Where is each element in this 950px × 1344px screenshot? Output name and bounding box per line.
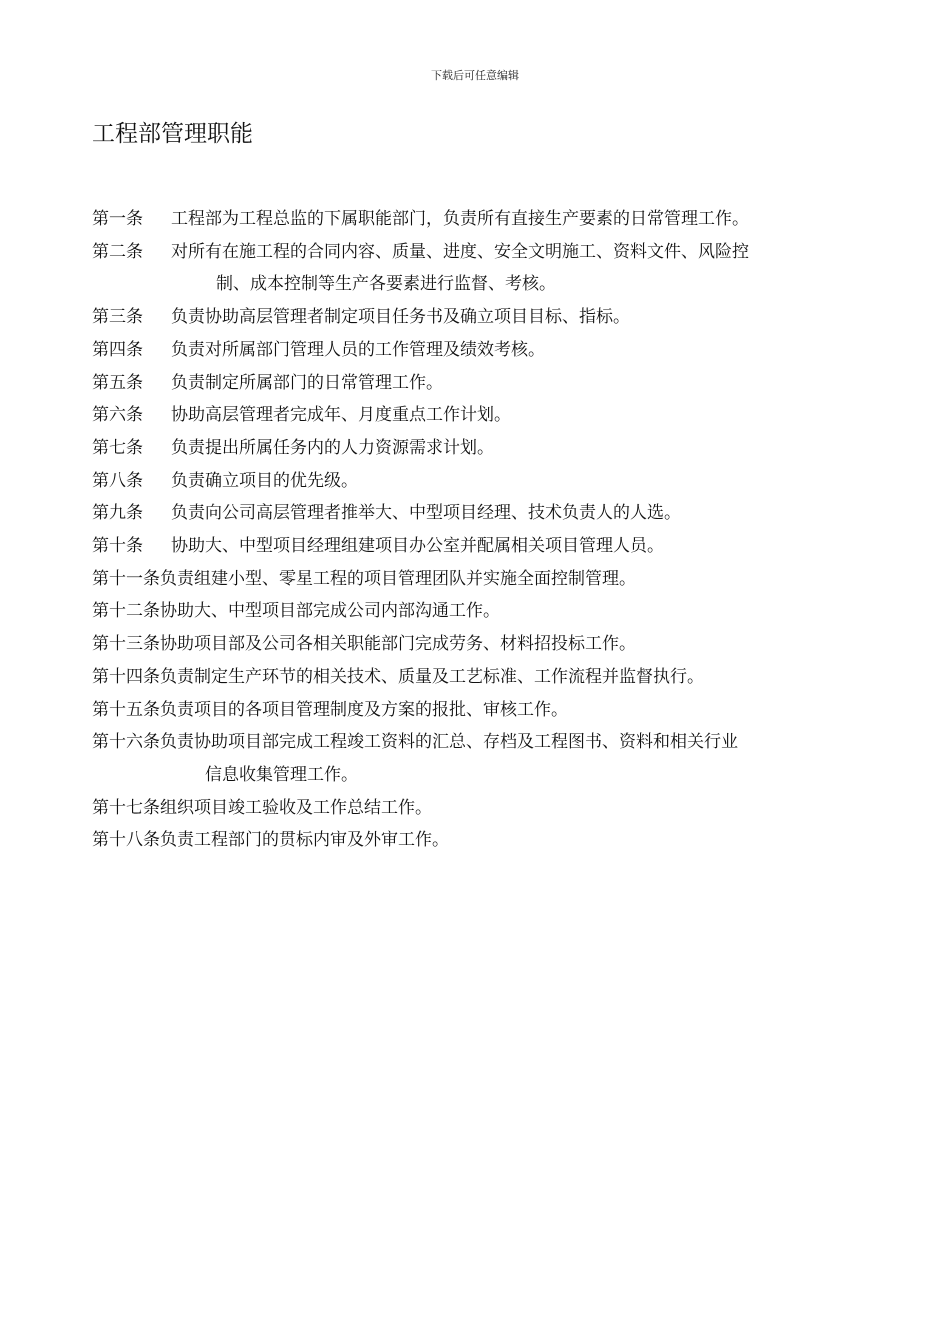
article-body [160, 661, 704, 694]
article-text: 负责对所属部门管理人员的工作管理及绩效考核。 [171, 339, 545, 360]
article-text-continued: 信息收集管理工作。 [205, 764, 358, 785]
article-text: 协助项目部及公司各相关职能部门完成劳务、材料招投标工作。 [160, 634, 636, 655]
article-number: 第九条 [92, 503, 143, 524]
article-number: 第四条 [92, 339, 143, 360]
article-item [92, 367, 832, 400]
article-number: 第二条 [92, 241, 143, 262]
article-number: 第一条 [92, 209, 143, 229]
article-item [92, 334, 832, 367]
document-title: 工程部管理职能 [92, 121, 253, 147]
article-item [92, 236, 832, 301]
article-number: 第十一条 [92, 568, 160, 589]
article-body [160, 595, 500, 628]
article-body [160, 792, 432, 825]
article-text: 负责确立项目的优先级。 [171, 470, 358, 491]
article-number: 第十三条 [92, 634, 160, 655]
article-body [160, 694, 568, 727]
article-item [92, 497, 832, 530]
article-item [92, 661, 832, 694]
article-item [92, 530, 832, 563]
article-body [171, 367, 443, 400]
article-item [92, 399, 832, 432]
article-text: 组织项目竣工验收及工作总结工作。 [160, 797, 432, 818]
article-item [92, 563, 832, 596]
article-text: 协助大、中型项目部完成公司内部沟通工作。 [160, 601, 500, 622]
article-body [160, 563, 636, 596]
article-item [92, 465, 832, 498]
article-number: 第十五条 [92, 699, 160, 720]
article-body [171, 497, 681, 530]
article-number: 第十四条 [92, 666, 160, 687]
article-body [171, 301, 630, 334]
article-body [171, 236, 749, 301]
article-text: 负责制定生产环节的相关技术、质量及工艺标准、工作流程并监督执行。 [160, 666, 704, 687]
article-list [92, 203, 832, 857]
article-text: 负责提出所属任务内的人力资源需求计划。 [171, 437, 494, 458]
article-item [92, 301, 832, 334]
article-item [92, 824, 832, 857]
article-number: 第十七条 [92, 797, 160, 818]
article-number: 第五条 [92, 372, 143, 393]
article-number: 第十条 [92, 536, 143, 557]
article-body [171, 432, 494, 465]
article-text: 协助高层管理者完成年、月度重点工作计划。 [171, 405, 511, 426]
article-body [160, 628, 636, 661]
article-body [171, 203, 749, 236]
article-body [171, 334, 545, 367]
article-text: 工程部为工程总监的下属职能部门，负责所有直接生产要素的日常管理工作。 [171, 209, 749, 229]
article-body [160, 824, 449, 857]
article-item [92, 694, 832, 727]
article-item [92, 726, 832, 791]
article-number: 第十二条 [92, 601, 160, 622]
article-text: 负责制定所属部门的日常管理工作。 [171, 372, 443, 393]
header-note: 下载后可任意编辑 [431, 69, 519, 82]
article-text-continued: 制、成本控制等生产各要素进行监督、考核。 [216, 274, 556, 295]
article-body [171, 399, 511, 432]
article-text: 负责协助项目部完成工程竣工资料的汇总、存档及工程图书、资料和相关行业 [160, 732, 738, 753]
article-number: 第十六条 [92, 732, 160, 753]
article-text: 对所有在施工程的合同内容、质量、进度、安全文明施工、资料文件、风险控 [171, 241, 749, 262]
article-text: 负责协助高层管理者制定项目任务书及确立项目目标、指标。 [171, 307, 630, 328]
article-text: 协助大、中型项目经理组建项目办公室并配属相关项目管理人员。 [171, 536, 664, 557]
article-item [92, 203, 832, 236]
article-text: 负责向公司高层管理者推举大、中型项目经理、技术负责人的人选。 [171, 503, 681, 524]
article-text: 负责项目的各项目管理制度及方案的报批、审核工作。 [160, 699, 568, 720]
article-text: 负责工程部门的贯标内审及外审工作。 [160, 830, 449, 851]
article-text: 负责组建小型、零星工程的项目管理团队并实施全面控制管理。 [160, 568, 636, 589]
article-number: 第三条 [92, 307, 143, 328]
article-number: 第十八条 [92, 830, 160, 851]
article-body [171, 465, 358, 498]
article-item [92, 595, 832, 628]
article-number: 第六条 [92, 405, 143, 426]
article-number: 第八条 [92, 470, 143, 491]
article-item [92, 628, 832, 661]
article-item [92, 792, 832, 825]
article-number: 第七条 [92, 437, 143, 458]
article-item [92, 432, 832, 465]
article-body [160, 726, 738, 791]
article-body [171, 530, 664, 563]
